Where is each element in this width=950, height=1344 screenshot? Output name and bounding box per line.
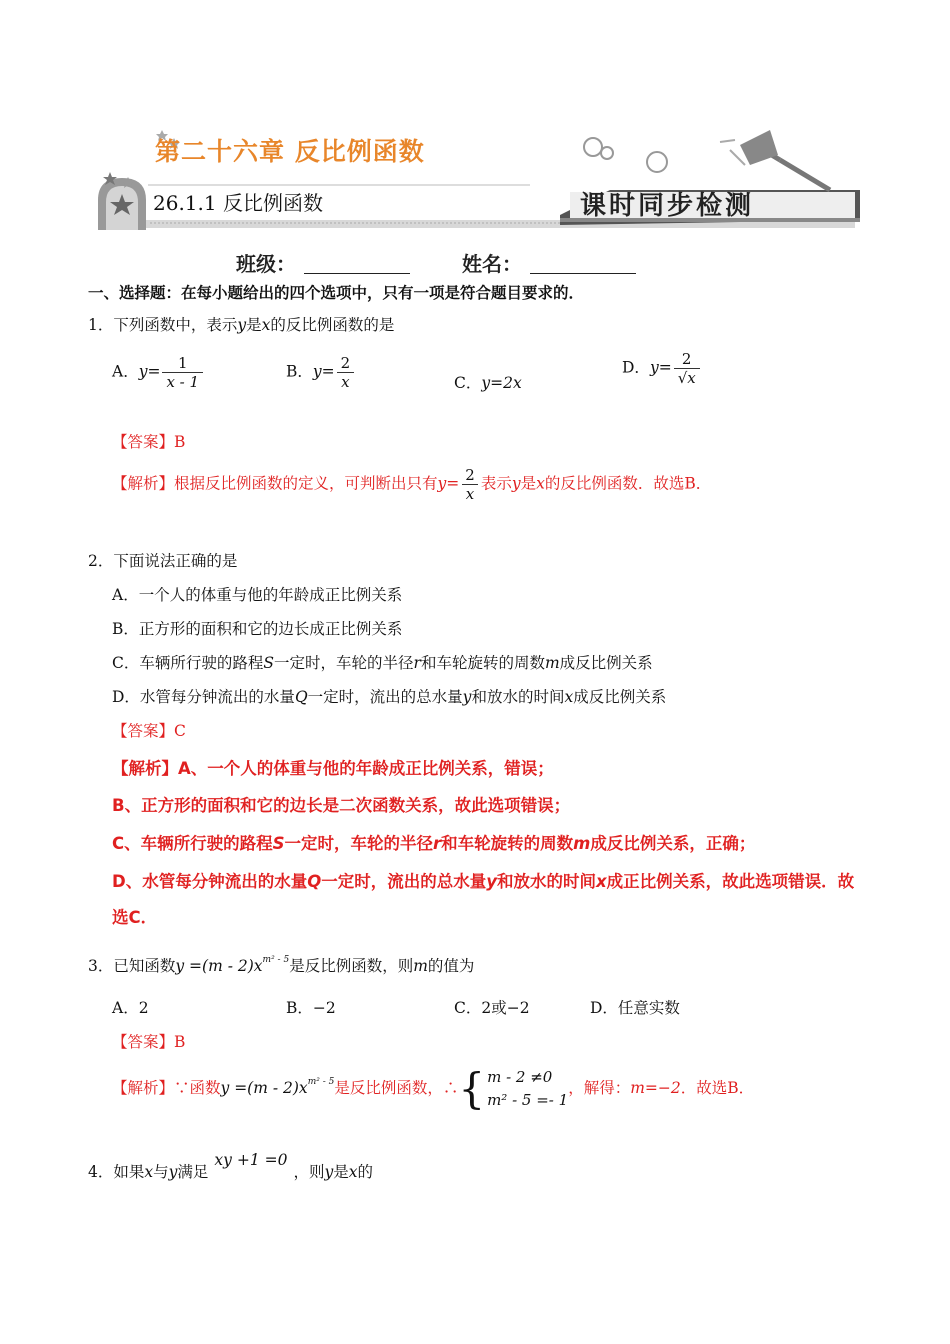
q3-option-c: C．2或−2 <box>454 999 530 1017</box>
q2-analysis-line1: 【解析】A、一个人的体重与他的年龄成正比例关系，错误； <box>112 759 554 778</box>
q3-answer: 【答案】B <box>112 1033 186 1051</box>
student-info-row <box>236 248 636 277</box>
q2-analysis-line3: C、车辆所行驶的路程S一定时，车轮的半径r和车轮旋转的周数m成反比例关系，正确； <box>112 834 756 853</box>
q3-option-a: A．2 <box>112 999 149 1017</box>
q2-option-a: A．一个人的体重与他的年龄成正比例关系 <box>112 586 403 604</box>
q2-option-b: B．正方形的面积和它的边长成正比例关系 <box>112 620 403 638</box>
q1-option-b: B．y= $\frac{2}{x}$ <box>286 354 356 391</box>
q2-analysis-line4: D、水管每分钟流出的水量Q一定时，流出的总水量y和放水的时间x成正比例关系，故此选项错误．故 <box>112 872 855 891</box>
q3-stem: 3．已知函数$y =(m - 2)x^{m^2 - 5}$是反比例函数，则m的值为 <box>88 955 475 975</box>
q2-analysis-line5: 选C． <box>112 908 158 927</box>
q3-equation-system: { m - 2 ≠0 m² - 5 =- 1 <box>458 1064 569 1113</box>
q3-analysis: 【解析】∵函数$y =(m - 2)x^{m^2 - 5}$是反比例函数，∴ { m - 2 ≠0 m² - 5 =- 1 ，解得：m=−2．故选B． <box>112 1064 755 1113</box>
q2-analysis-line2: B、正方形的面积和它的边长是二次函数关系，故此选项错误； <box>112 796 571 815</box>
class-blank[interactable] <box>304 251 410 274</box>
q4-stem: 4．如果x与y满足xy +1 =0，则y是x的 <box>88 1151 374 1181</box>
q1-option-d: D．y= $\frac{2}{√x}$ <box>622 350 702 387</box>
q2-stem: 2．下面说法正确的是 <box>88 552 238 570</box>
q1-stem: 1．下列函数中，表示y是x的反比例函数的是 <box>88 316 395 334</box>
name-label: 姓名： <box>462 252 522 276</box>
q3-option-d: D．任意实数 <box>590 999 680 1017</box>
class-label: 班级： <box>236 252 296 276</box>
q3-formula: y =(m - 2)x <box>175 957 263 975</box>
name-blank[interactable] <box>530 251 636 274</box>
q4-formula: xy +1 =0 <box>214 1151 288 1169</box>
q3-option-b: B．−2 <box>286 999 336 1017</box>
q1-option-a: A．y= $\frac{1}{x - 1}$ <box>112 354 205 391</box>
q2-option-c: C．车辆所行驶的路程S一定时，车轮的半径r和车轮旋转的周数m成反比例关系 <box>112 654 653 672</box>
q2-option-d: D．水管每分钟流出的水量Q一定时，流出的总水量y和放水的时间x成反比例关系 <box>112 688 667 706</box>
q1-answer: 【答案】B <box>112 433 186 451</box>
q2-answer: 【答案】C <box>112 722 186 740</box>
section-title: 26.1.1 反比例函数 <box>153 191 323 215</box>
q1-option-c: C．y=2x <box>454 374 522 392</box>
section-heading: 一、选择题：在每小题给出的四个选项中，只有一项是符合题目要求的． <box>88 283 585 302</box>
banner-label: 课时同步检测 <box>580 191 755 221</box>
q1-analysis: 【解析】根据反比例函数的定义，可判断出只有y= $\frac{2}{x}$ 表示y是x的反比例函数．故选B． <box>112 466 712 503</box>
chapter-title: 第二十六章 反比例函数 <box>155 137 425 166</box>
